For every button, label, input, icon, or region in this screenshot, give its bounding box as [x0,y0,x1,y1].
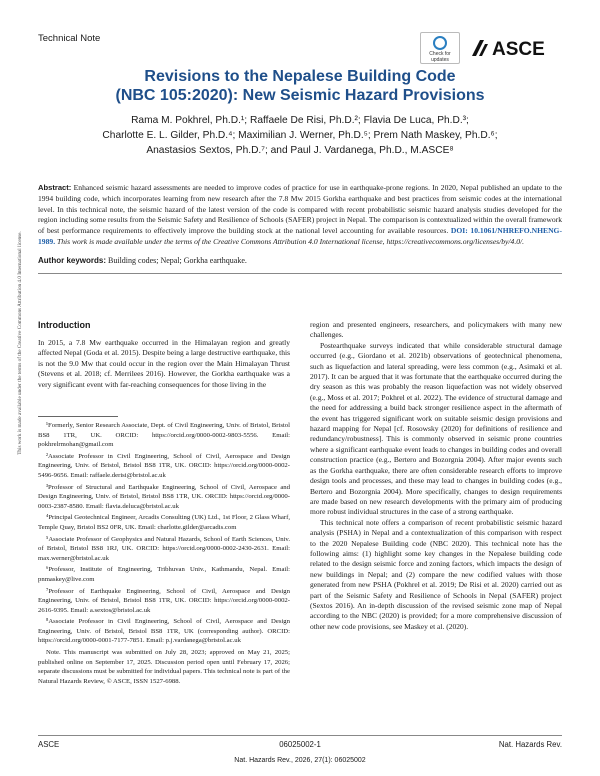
intro-paragraph-3: Postearthquake surveys indicated that while considerable structural damage occurred (e.g., Giordano et al. 2021b) observations of geotechnical phenomena, such as liquefaction and lateral spreading, were less common (e.g., Asimaki et al. 2017). It can be argued that it was fortunate that the earthquake occurred during the dry season as this was probably the reason liquefaction was not widely observed (e.g., Moss et al. 2017; Pokhrel et al. 2022). The evidence of structural damage and the need for addressing a build back stronger resilience aspect in the aftermath of the event has triggered significant work on suitable seismic design provisions and hazard mapping for Nepal [cf. Rosowsky (2020) for definitions of resilience and redundancy/robustness]. This is commonly observed in seismic prone countries where a significant earthquake event leads to changes in building codes and overall construction practice (e.g., Bertero and Bozorgnia 2004). After major events such as the Gorkha earthquake, there are often considerable research efforts to improve design tools and processes, and these may lead to changes in building codes (e.g., Bertero and Bozorgnia 2004). More specifically, changes to design requirements are made based on new research developments with the primary aim of producing more robust individual structures in the case of a strong earthquake. [310,340,562,517]
footer-citation: Nat. Hazards Rev., 2026, 27(1): 06025002 [234,757,366,764]
keywords-label: Author keywords: [38,256,107,265]
intro-column-2 [310,320,562,632]
asce-logo-icon [470,34,560,60]
authors-line-1: Rama M. Pokhrel, Ph.D.¹; Raffaele De Risi, Ph.D.²; Flavia De Luca, Ph.D.³; [131,115,469,126]
intro-paragraph-4: This technical note offers a comparison of recent probabilistic seismic hazard analysis (PSHA) in Nepal and a contextualization of this comparison with respect to the 2020 Nepalese Building code (NBC 2020). This technical note has the following aims: (1) highlight some key changes in the Nepalese building code related to the design seismic force and zoning factors, which impacts the design of new buildings in Nepal; and (2) compare the new codified values with those generated from new PSHA (Pokhrel et al. 2019; De Risi et al. 2020) carried out as part of the Seismic Safety and Resilience of Schools in Nepal (SAFER) project (Sextos 2016). An in-depth discussion of the revised seismic zone map of Nepal according to the NBC (2020) is provided; for a more comprehensive discussion of other new code provisions, see Maskey et al. (2020). [310,517,562,631]
footnote-7: ⁷Professor of Earthquake Engineering, School of Civil, Aerospace and Design Engineering, Univ. of Bristol, Bristol BS8 1TR, UK. ORCID: https://orcid.org/0000-0002-2616-9395. Email: a.sextos@bristol.ac.uk [38,587,290,614]
keywords-text: Building codes; Nepal; Gorkha earthquake. [108,256,247,265]
footnote-6: ⁶Professor, Institute of Engineering, Tribhuvan Univ., Kathmandu, Nepal. Email: pnmaskey@live.com [38,566,290,583]
title-line-2: (NBC 105:2020): New Seismic Hazard Provisions [115,87,485,104]
author-keywords [38,256,247,265]
footer-divider [38,735,562,736]
abstract-body: Enhanced seismic hazard assessments are needed to improve codes of practice for use in earthquake-prone regions. In 2020, Nepal published an update to the 1994 building code, which incorporates learning from new research after the 7.8 Mw 2015 Gorkha earthquake and best practices from seismic codes at the international level. In this technical note, the seismic hazard of the latest version of the code is compared with recent probabilistic seismic hazard analysis studies developed for the region including some results from the Seismic Safety and Resilience of Schools (SAFER) project in Nepal. The comparison is contextualized within the overall framework of best performance requirements to effectively improve the building stock at the national level accounting for available resources. [38,183,562,236]
title-line-1: Revisions to the Nepalese Building Code [144,68,456,85]
author-list [40,113,560,158]
footnote-8: ⁸Associate Professor in Civil Engineering, School of Civil, Aerospace and Design Engineering, Univ. of Bristol, Bristol BS8 1TR, UK (corresponding author). ORCID: https://orcid.org/0000-0001-7177-7851. Email: p.j.vardanega@bristol.ac.uk [38,618,290,645]
side-license-note: This work is made available under the terms of the Creative Commons Attribution 4.0 International license. [17,231,23,455]
license-text: This work is made available under the terms of the Creative Commons Attribution 4.0 International license, https://creativecommons.org/licenses/by/4.0/. [57,236,525,246]
asce-logo-text: ASCE [492,39,545,60]
paper-title [40,67,560,105]
intro-paragraph-2: region and presented engineers, researchers, and policymakers with many new challenges. [310,320,562,340]
footer-journal: Nat. Hazards Rev. [498,740,562,749]
footer-page-id: 06025002-1 [279,740,321,749]
introduction-heading: Introduction [38,320,91,330]
intro-paragraph-1: In 2015, a 7.8 Mw earthquake occurred in the Himalayan region and greatly affected Nepal (Goda et al. 2015). Despite being a large destructive earthquake, this is not the 9.0 Mw that could occur in the region over the Main Himalayan Thrust (Stevens et al. 2018; cf. Merrilees 2016). However, the Gorkha earthquake was a very significant event with far-reaching consequences for those living in the [38,338,290,389]
footnote-4: ⁴Principal Geotechnical Engineer, Arcadis Consulting (UK) Ltd., 1st Floor, 2 Glass Wharf, Temple Quay, Bristol BS2 0FR, UK. Email: charlotte.gilder@arcadis.com [38,514,290,531]
footnotes [38,421,290,688]
doi-link[interactable]: DOI: 10.1061/NHREFO.NHENG-1989. [38,226,562,246]
authors-line-2: Charlotte E. L. Gilder, Ph.D.⁴; Maximilian J. Werner, Ph.D.⁵; Prem Nath Maskey, Ph.D.⁶; [102,130,498,141]
abstract [38,183,562,248]
footnote-1: ¹Formerly, Senior Research Associate, Dept. of Civil Engineering, Univ. of Bristol, Bristol BS8 1TR, UK. ORCID: https://orcid.org/0000-0002-9803-5556. Email: pokhrelrmohan@gmail.com [38,422,290,449]
check-updates-text: Check for updates [429,51,451,63]
intro-column-1 [38,338,290,390]
check-for-updates-badge[interactable] [420,32,460,64]
section-divider [38,273,562,274]
footer-publisher: ASCE [38,740,60,749]
footnote-3: ³Professor of Structural and Earthquake Engineering, School of Civil, Aerospace and Design Engineering, Univ. of Bristol, Bristol BS8 1TR, UK. ORCID: https://orcid.org/0000-0003-2387-8580. Email: flavia.deluca@bristol.ac.uk [38,483,290,510]
article-type-label: Technical Note [38,33,101,44]
footnote-divider [38,416,118,417]
abstract-label: Abstract: [38,183,72,192]
authors-line-3: Anastasios Sextos, Ph.D.⁷; and Paul J. Vardanega, Ph.D., M.ASCE⁸ [146,145,454,156]
asce-logo [470,34,560,60]
check-updates-icon [433,36,447,50]
footnote-5: ⁵Associate Professor of Geophysics and Natural Hazards, School of Earth Sciences, Univ. of Bristol, Bristol BS8 1RJ, UK. ORCID: https://orcid.org/0000-0002-2430-2631. Email: max.werner@bristol.ac.uk [38,535,290,562]
footnote-note: Note. This manuscript was submitted on July 28, 2023; approved on May 21, 2025; published online on September 17, 2025. Discussion period open until February 17, 2026; separate discussions must be submitted for individual papers. This technical note is part of the Natural Hazards Review, © ASCE, ISSN 1527-6988. [38,649,290,685]
footnote-2: ²Associate Professor in Civil Engineering, School of Civil, Aerospace and Design Engineering, Univ. of Bristol, Bristol BS8 1TR, UK. ORCID: https://orcid.org/0000-0002-5496-9656. Email: raffaele.derisi@bristol.ac.uk [38,452,290,479]
